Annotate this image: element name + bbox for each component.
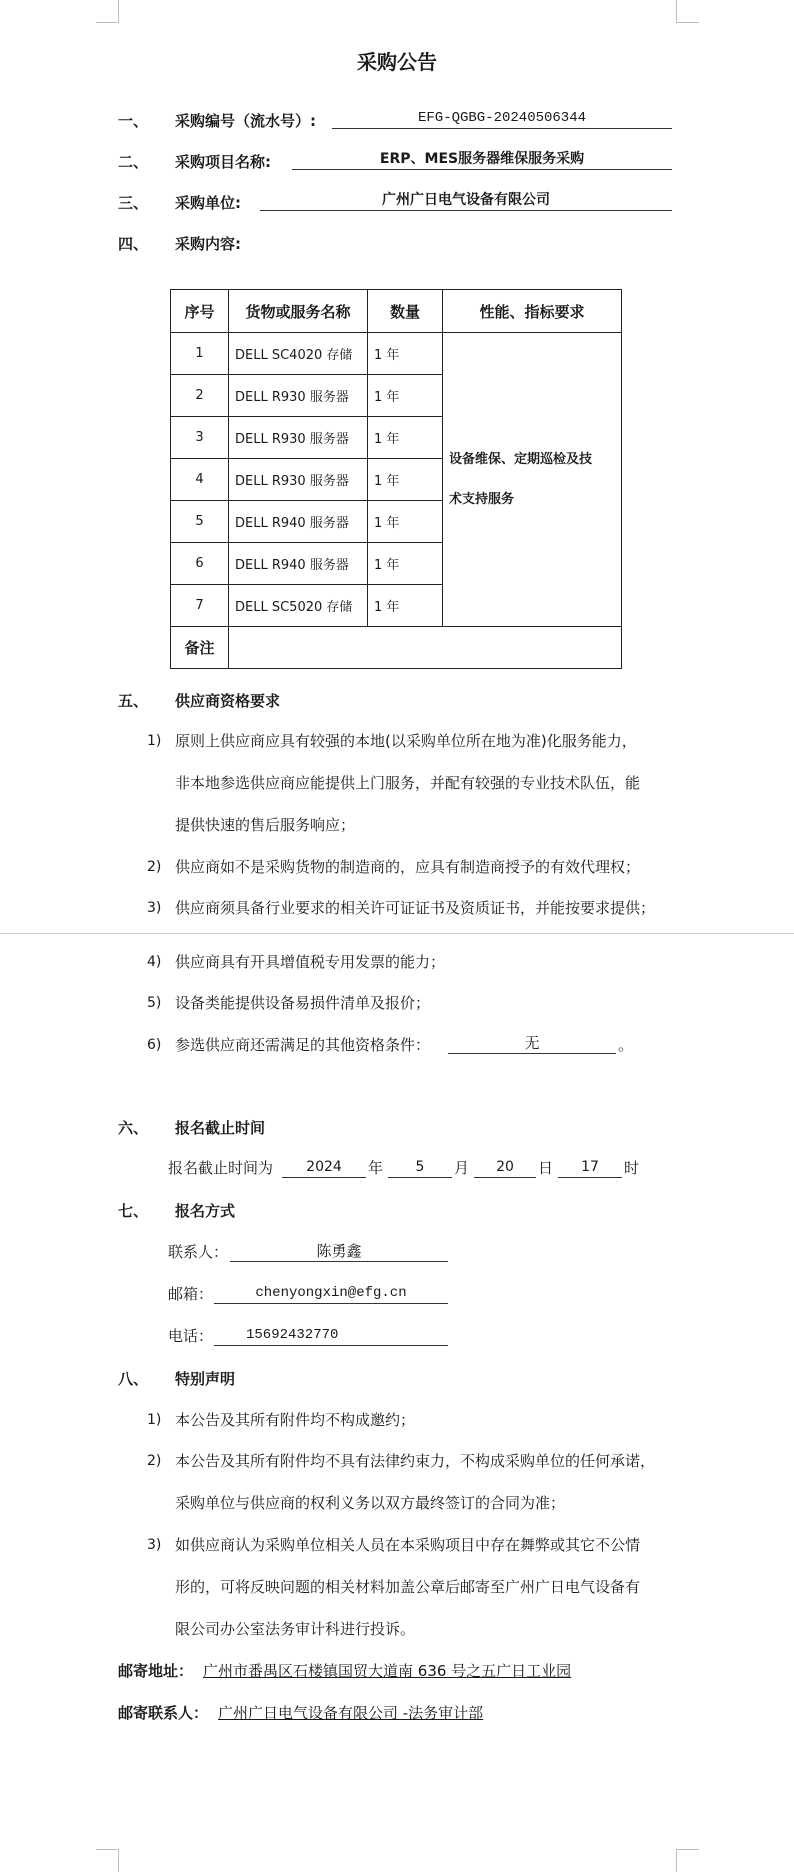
paragraph-line: 供应商具有开具增值税专用发票的能力； bbox=[175, 953, 446, 971]
email-label: 邮箱： bbox=[168, 1285, 214, 1303]
requirements-cell bbox=[443, 333, 622, 627]
other-conditions-value: 无 bbox=[448, 1033, 616, 1054]
deadline-day: 20 bbox=[474, 1157, 536, 1178]
item-name: DELL R930 服务器 bbox=[229, 417, 368, 459]
item-number: 3) bbox=[147, 1537, 162, 1553]
project-name-value: ERP、MES服务器维保服务采购 bbox=[292, 149, 672, 170]
item-name: DELL SC5020 存储 bbox=[229, 585, 368, 627]
page-title: 采购公告 bbox=[357, 50, 437, 74]
item-number: 2) bbox=[147, 1453, 162, 1469]
row-number: 7 bbox=[171, 585, 229, 627]
item-number: 1) bbox=[147, 1412, 162, 1428]
col-header-qty: 数量 bbox=[368, 290, 443, 333]
section-number: 三、 bbox=[118, 194, 149, 212]
paragraph-line: 采购单位与供应商的权利义务以双方最终签订的合同为准； bbox=[175, 1494, 566, 1512]
col-header-no: 序号 bbox=[171, 290, 229, 333]
section-title: 报名截止时间 bbox=[175, 1119, 266, 1137]
section-number: 二、 bbox=[118, 153, 149, 171]
deadline-year: 2024 bbox=[282, 1157, 366, 1178]
item-quantity: 1 年 bbox=[368, 585, 443, 627]
section-number: 八、 bbox=[118, 1370, 149, 1388]
crop-mark bbox=[676, 1849, 699, 1872]
item-quantity: 1 年 bbox=[368, 501, 443, 543]
row-number: 6 bbox=[171, 543, 229, 585]
row-number: 4 bbox=[171, 459, 229, 501]
item-name: DELL R940 服务器 bbox=[229, 501, 368, 543]
paragraph-line: 形的，可将反映问题的相关材料加盖公章后邮寄至广州广日电气设备有 bbox=[175, 1578, 641, 1596]
contact-label: 联系人： bbox=[168, 1243, 229, 1261]
purchaser-label: 采购单位: bbox=[175, 194, 241, 212]
section-title: 特别声明 bbox=[175, 1370, 236, 1388]
row-number: 1 bbox=[171, 333, 229, 375]
item-name: DELL SC4020 存储 bbox=[229, 333, 368, 375]
paragraph-line: 设备类能提供设备易损件清单及报价； bbox=[175, 994, 431, 1012]
deadline-hour: 17 bbox=[558, 1157, 622, 1178]
contact-value: 陈勇鑫 bbox=[230, 1241, 448, 1262]
mail-address-label: 邮寄地址： bbox=[118, 1662, 194, 1680]
paragraph-line: 限公司办公室法务审计科进行投诉。 bbox=[175, 1620, 416, 1638]
col-header-requirements: 性能、指标要求 bbox=[443, 290, 622, 333]
purchase-content-table bbox=[170, 289, 622, 669]
email-value: chenyongxin@efg.cn bbox=[214, 1283, 448, 1304]
paragraph-line: 本公告及其所有附件均不具有法律约束力，不构成采购单位的任何承诺， bbox=[175, 1452, 656, 1470]
section-number: 七、 bbox=[118, 1202, 149, 1220]
deadline-month: 5 bbox=[388, 1157, 452, 1178]
item-name: DELL R940 服务器 bbox=[229, 543, 368, 585]
item-number: 4) bbox=[147, 954, 162, 970]
item-quantity: 1 年 bbox=[368, 543, 443, 585]
remark-row bbox=[171, 627, 622, 669]
paragraph-line: 供应商如不是采购货物的制造商的，应具有制造商授予的有效代理权； bbox=[175, 858, 641, 876]
year-unit: 年 bbox=[368, 1159, 384, 1177]
paragraph-line: 提供快速的售后服务响应； bbox=[175, 816, 356, 834]
remark-value bbox=[229, 627, 622, 669]
requirements-line: 设备维保、定期巡检及技 bbox=[449, 451, 593, 467]
item-quantity: 1 年 bbox=[368, 375, 443, 417]
item-quantity: 1 年 bbox=[368, 333, 443, 375]
paragraph-line: 如供应商认为采购单位相关人员在本采购项目中存在舞弊或其它不公情 bbox=[175, 1536, 641, 1554]
section-number: 五、 bbox=[118, 692, 149, 710]
crop-mark bbox=[96, 0, 119, 23]
phone-label: 电话： bbox=[168, 1327, 214, 1345]
paragraph-line: 本公告及其所有附件均不构成邀约； bbox=[175, 1411, 416, 1429]
project-name-label: 采购项目名称: bbox=[175, 153, 271, 171]
section-number: 一、 bbox=[118, 112, 149, 130]
section-number: 四、 bbox=[118, 235, 149, 253]
hour-unit: 时 bbox=[624, 1159, 640, 1177]
purchaser-value: 广州广日电气设备有限公司 bbox=[260, 190, 672, 211]
purchase-number-label: 采购编号（流水号）: bbox=[175, 112, 316, 130]
phone-value: 15692432770 bbox=[214, 1325, 448, 1346]
paragraph-line: 非本地参选供应商应能提供上门服务，并配有较强的专业技术队伍，能 bbox=[175, 774, 641, 792]
purchase-content-label: 采购内容: bbox=[175, 235, 241, 253]
item-quantity: 1 年 bbox=[368, 417, 443, 459]
item-quantity: 1 年 bbox=[368, 459, 443, 501]
item-name: DELL R930 服务器 bbox=[229, 375, 368, 417]
table-header-row bbox=[171, 290, 622, 333]
row-number: 5 bbox=[171, 501, 229, 543]
row-number: 3 bbox=[171, 417, 229, 459]
crop-mark bbox=[96, 1849, 119, 1872]
requirements-line: 术支持服务 bbox=[449, 491, 515, 507]
item-number: 2) bbox=[147, 859, 162, 875]
item-number: 3) bbox=[147, 900, 162, 916]
month-unit: 月 bbox=[454, 1159, 470, 1177]
mail-contact-value: 广州广日电气设备有限公司 -法务审计部 bbox=[218, 1704, 484, 1722]
table-row bbox=[171, 333, 622, 375]
crop-mark bbox=[676, 0, 699, 23]
remark-label: 备注 bbox=[171, 627, 229, 669]
section-title: 报名方式 bbox=[175, 1202, 236, 1220]
section-number: 六、 bbox=[118, 1119, 149, 1137]
paragraph-line: 供应商须具备行业要求的相关许可证证书及资质证书，并能按要求提供； bbox=[175, 899, 656, 917]
row-number: 2 bbox=[171, 375, 229, 417]
sentence-end: 。 bbox=[618, 1036, 634, 1054]
day-unit: 日 bbox=[538, 1159, 554, 1177]
deadline-prefix: 报名截止时间为 bbox=[168, 1159, 274, 1177]
paragraph-line: 原则上供应商应具有较强的本地(以采购单位所在地为准)化服务能力， bbox=[175, 732, 637, 750]
item-number: 1) bbox=[147, 733, 162, 749]
mail-contact-label: 邮寄联系人： bbox=[118, 1704, 209, 1722]
item-number: 6) bbox=[147, 1037, 162, 1053]
item-number: 5) bbox=[147, 995, 162, 1011]
purchase-number-value: EFG-QGBG-20240506344 bbox=[332, 108, 672, 129]
paragraph-line: 参选供应商还需满足的其他资格条件： bbox=[175, 1036, 431, 1054]
page-break bbox=[0, 933, 794, 934]
item-name: DELL R930 服务器 bbox=[229, 459, 368, 501]
mail-address-value: 广州市番禺区石楼镇国贸大道南 636 号之五广日工业园 bbox=[203, 1662, 572, 1680]
col-header-name: 货物或服务名称 bbox=[229, 290, 368, 333]
section-title: 供应商资格要求 bbox=[175, 692, 281, 710]
